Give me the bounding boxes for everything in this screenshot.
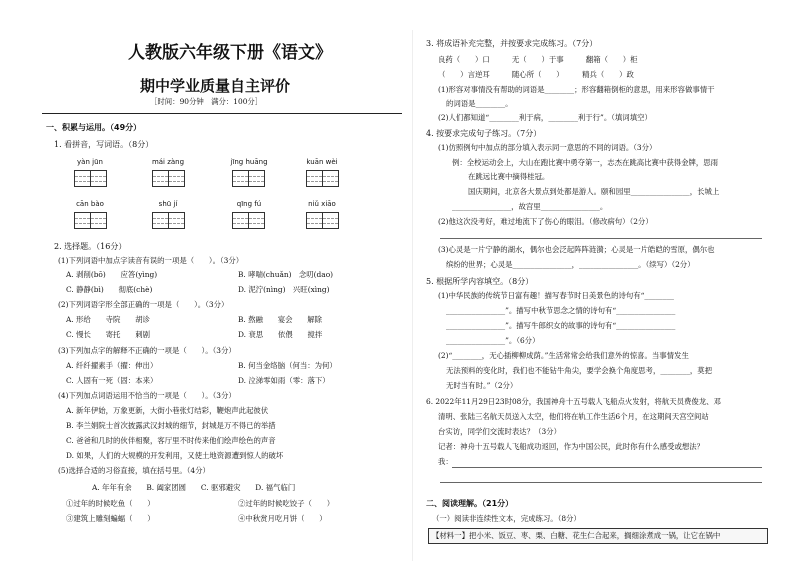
q3-1b-text: 的词语是________。 <box>446 99 513 108</box>
q4-3a-text: (3)心灵是一片宁静的湖水，偶尔也会泛起阵阵涟漪；心灵是一片皓皑的雪原，偶尔也 <box>438 245 715 254</box>
option-d: D. 如果，人们的大规模的开发利用，又使土地资源遭到惊人的破坏 <box>66 451 284 460</box>
option-a: A. 新年伊始，万象更新，大街小巷张灯结彩，鞭炮声此起彼伏 <box>66 406 269 415</box>
option-d: D. 泥泞(nìng) 兴旺(xìng) <box>238 285 330 294</box>
q6b-text: 清明、张陆三名航天员送入太空，他们将在轨工作生活6个月，在这期间天宫空间站 <box>438 412 709 421</box>
header-rule <box>42 113 402 114</box>
option-a: A. 剥削(bō) 应答(yìng) <box>66 270 158 279</box>
answer-grid[interactable] <box>74 170 106 187</box>
option-a: A. 形给 寺院 胡诊 <box>66 315 150 324</box>
answer-grid[interactable] <box>74 212 106 229</box>
answer-line[interactable] <box>440 482 762 483</box>
option-b: B. 熬融 宴会 解除 <box>238 315 323 324</box>
exam-title: 人教版六年级下册《语文》 <box>128 43 332 63</box>
q3-2-text: (2)人们都知道“________利于病，________利于行”。（填词填空） <box>438 113 652 122</box>
answer-grid[interactable] <box>306 170 338 187</box>
custom-options: A. 年年有余 B. 阖家团圆 C. 驱邪避灾 D. 福气临门 <box>92 483 296 492</box>
q5-1c-text: ________________”。描写牛郎织女的故事的诗句有“________________ <box>446 321 676 330</box>
option-a: A. 纤纤擢素手（擢：伸出） <box>66 361 158 370</box>
option-d: D. 衰思 依偎 搅拌 <box>238 330 323 339</box>
q3-text: 3. 将成语补充完整，并按要求完成练习。（7分） <box>426 39 598 48</box>
q5-2c-text: 无时当有时。”（2分） <box>446 381 518 390</box>
column-divider <box>412 30 413 561</box>
q2-5-text: (5)选择合适的习俗直接，填在括号里。（4分） <box>58 466 210 475</box>
option-c: C. 爸爸和几时的伙伴相聚，客厅里不时传来他们绘声绘色的声音 <box>66 436 276 445</box>
q4-2-text: (2)他这次没考好，难过地流下了伤心的眼泪。（修改病句）（2分） <box>438 217 653 226</box>
q3-row1: 良药（ ）口 无（ ）于事 翻箱（ ）柜 <box>438 55 638 64</box>
q4-fill2: ________________，故宫里________________。 <box>452 202 608 211</box>
option-b: B. 李兰娟院士首次披露武汉封城的细节，封城是万不得已的举措 <box>66 421 276 430</box>
answer-grid[interactable] <box>232 212 264 229</box>
section2-1-text: （一）阅读非连续性文本，完成练习。（8分） <box>432 514 581 523</box>
pinyin-label: cān bào <box>76 200 104 208</box>
q5-2-text: (2)“________，无心插柳柳成荫。”生活常常会给我们意外的惊喜。当事情发生 <box>438 351 689 360</box>
section2-heading: 二、阅读理解。（21分） <box>426 499 514 508</box>
q6c-text: 台实访，同学们交流时表达？（3分） <box>438 427 561 436</box>
pinyin-label: niǔ xiāo <box>308 200 336 208</box>
q3-1-text: (1)形容对事情没有帮助的词语是________；形容翻箱倒柜的意思，用来形容做事情干 <box>438 85 715 94</box>
q5-1b-text: ________________”。描写中秋节思念之情的诗句有“________________ <box>446 306 676 315</box>
answer-grid[interactable] <box>306 212 338 229</box>
pinyin-label: shū jí <box>158 200 178 208</box>
section1-heading: 一、积累与运用。（49分） <box>46 123 142 132</box>
q6d-text: 记者：神舟十五号载人飞船成功返回，作为中国公民，此时你有什么感受或想法？ <box>438 442 705 451</box>
q5-1-text: (1)中华民族的传统节日富有趣！描写春节时日美景色的诗句有“________ <box>438 291 674 300</box>
q2-4-text: (4)下列加点词语运用不恰当的一项是（ ）。（3分） <box>58 391 236 400</box>
option-c: C. 静静(bì) 彻底(chè) <box>66 285 153 294</box>
pinyin-label: jīng huāng <box>230 158 268 166</box>
answer-grid[interactable] <box>232 170 264 187</box>
q2-2-text: (2)下列词语字形全部正确的一项是（ ）。（3分） <box>58 300 229 309</box>
q1-text: 1. 看拼音，写词语。（8分） <box>54 140 154 149</box>
material-box: 【材料一】把小米、饭豆、枣、栗、白糖、花生仁合起来，搁细涂煮成一锅，让它在锅中 <box>428 528 768 544</box>
custom-item: ②过年的时候吃饺子（ ） <box>238 499 335 508</box>
custom-item: ④中秋赏月吃月饼（ ） <box>238 514 327 523</box>
q6-text: 6. 2022年11月29日23时08分，我国神舟十五号载人飞船点火发射，将航天员费俊龙、邓 <box>426 397 721 406</box>
pinyin-label: qīng fú <box>236 200 262 208</box>
q4-example1: 例：全校运动会上，大山在跑比赛中勇夺第一，志杰在跳高比赛中获得金牌，思雨 <box>452 158 719 167</box>
q6e-label: 我： <box>438 457 453 466</box>
q4-example2: 在跳远比赛中摘得桂冠。 <box>468 172 550 181</box>
q2-text: 2. 选择题。（16分） <box>54 242 127 251</box>
answer-grid[interactable] <box>152 170 184 187</box>
q5-text: 5. 根据所学内容填空。（8分） <box>426 277 534 286</box>
answer-line[interactable] <box>440 238 762 239</box>
pinyin-label: yàn jūn <box>77 158 103 166</box>
q2-3-text: (3)下列加点字的解释不正确的一项是（ ）。（3分） <box>58 346 236 355</box>
custom-item: ③建筑上雕刻蝙蝠（ ） <box>66 514 155 523</box>
custom-item: ①过年的时候吃鱼（ ） <box>66 499 155 508</box>
q5-2b-text: 无法预料的变化时，我们也不能钻牛角尖，要学会换个角度思考，________，莫把 <box>446 366 713 375</box>
option-d: D. 泣涕零如雨（零：落下） <box>238 376 330 385</box>
pinyin-label: mái zàng <box>151 158 185 166</box>
option-c: C. 慢长 寄托 刺剧 <box>66 330 150 339</box>
q4-1-text: (1)仿照例句中加点的部分填入表示同一意思的不同的词语。（3分） <box>438 143 657 152</box>
option-c: C. 人固有一死（固：本来） <box>66 376 158 385</box>
q5-1d-text: ________________”。（6分） <box>446 336 540 345</box>
answer-grid[interactable] <box>152 212 184 229</box>
option-b: B. 哮喘(chuǎn) 念叨(dao) <box>238 270 334 279</box>
answer-line[interactable] <box>452 467 762 468</box>
exam-subtitle: 期中学业质量自主评价 <box>140 77 291 95</box>
q3-row2: （ ）言逆耳 随心所（ ） 精兵（ ）政 <box>438 70 634 79</box>
option-b: B. 何当金络脑（何当：为何） <box>238 361 337 370</box>
q4-text: 4. 按要求完成句子练习。（7分） <box>426 129 542 138</box>
q2-1-text: (1)下列词语中加点字读音有误的一项是（ ）。（3分） <box>58 256 244 265</box>
exam-meta: ［时间：90分钟 满分：100分］ <box>150 97 263 106</box>
q4-3b-text: 缤纷的世界；心灵是________________，________________。（续写）（2分） <box>446 260 695 269</box>
pinyin-label: kuān wèi <box>306 158 338 166</box>
q4-fill1: 国庆期间，北京各大景点到处都是游人。颐和园里________________，长城上 <box>468 187 720 196</box>
